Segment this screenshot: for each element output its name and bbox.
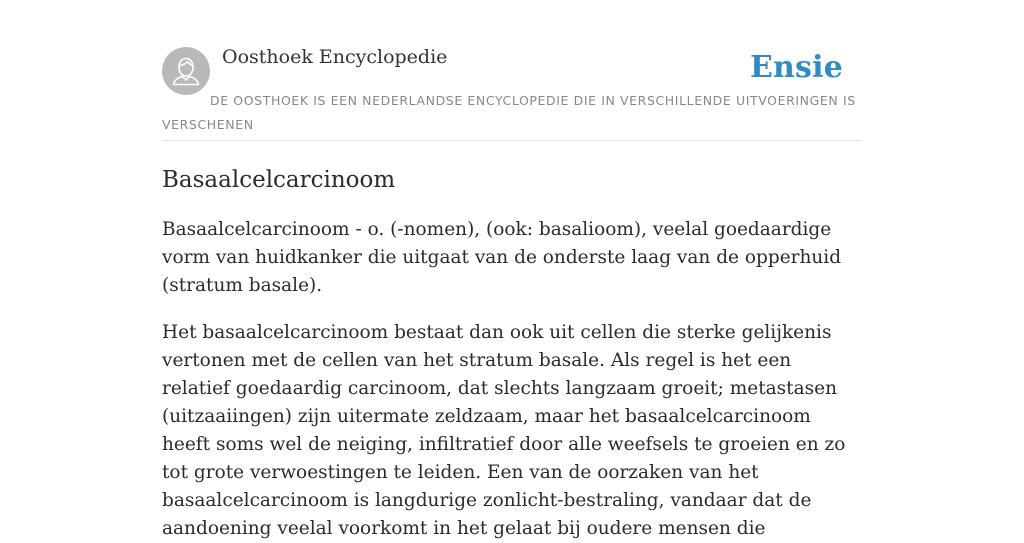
site-name[interactable]: Oosthoek Encyclopedie — [222, 46, 448, 68]
user-silhouette-icon — [162, 47, 210, 95]
page-header — [162, 0, 862, 141]
site-tagline: DE OOSTHOEK IS EEN NEDERLANDSE ENCYCLOPEDIE DIE IN VERSCHILLENDE UITVOERINGEN IS VERSCHENEN — [162, 93, 856, 132]
article-paragraph-definition: Basaalcelcarcinoom - o. (-nomen), (ook: basalioom), veelal goedaardige vorm van huidkanker die uitgaat van de onderste laag van de opperhuid (stratum basale). — [162, 219, 842, 296]
brand-logo[interactable]: Ensie — [749, 50, 843, 85]
page-container — [162, 0, 862, 543]
article-paragraph-body: Het basaalcelcarcinoom bestaat dan ook uit cellen die sterke gelijkenis vertonen met de cellen van het stratum basale. Als regel is het een relatief goedaardig carcinoom, dat slechts langzaam groeit; metastasen (uitzaaiingen) zijn uitermate zeldzaam, maar het basaalcelcarcinoom heeft soms wel de neiging, infiltratief door alle weefsels te groeien en zo tot grote verwoestingen te leiden. Een van de oorzaken van het basaalcelcarcinoom is langdurige zonlicht-bestraling, vandaar dat de aandoening veelal voorkomt in het gelaat bij oudere mensen die — [162, 322, 846, 539]
article-title: Basaalcelcarcinoom — [162, 167, 396, 193]
avatar[interactable] — [162, 47, 210, 95]
